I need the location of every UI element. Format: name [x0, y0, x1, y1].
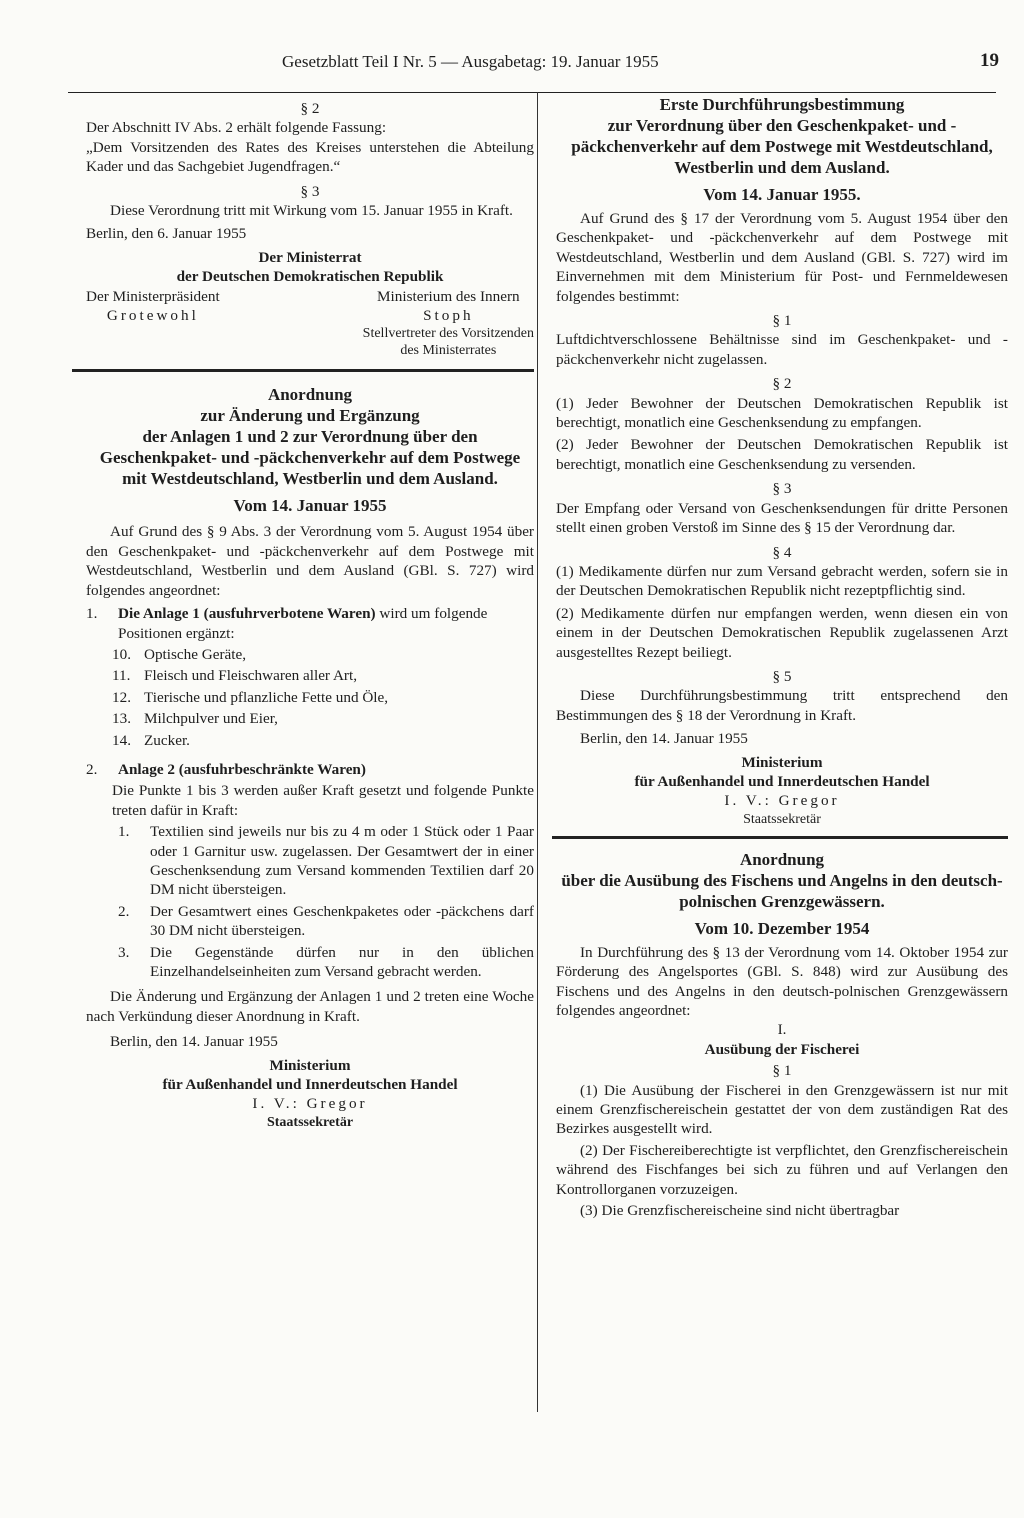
signature-role: Der Ministerpräsident [86, 287, 220, 305]
item-bold-label: Die Anlage 1 (ausfuhrverbotene Waren) [118, 605, 376, 623]
list-item [112, 731, 534, 750]
item-text: wird um folgende Positionen ergänzt: [118, 605, 488, 642]
item-number: 10. [112, 645, 131, 663]
section-text: Der Empfang oder Versand von Geschenksendungen für dritte Personen stellt einen groben Verstoß im Sinne des § 15 der Verordnung dar. [556, 499, 1008, 537]
closing-text: Die Änderung und Ergänzung der Anlagen 1 und 2 treten eine Woche nach Verkündung dieser Anordnung in Kraft. [86, 988, 534, 1025]
section-text: Der Abschnitt IV Abs. 2 erhält folgende Fassung: [86, 119, 387, 137]
item-text: Optische Geräte, [144, 645, 247, 663]
signatory-role: Staatssekretär [743, 811, 821, 827]
item-number: 1. [118, 823, 130, 841]
signature-role: Stellvertreter des Vorsitzenden [362, 326, 534, 342]
regulation-date: Vom 14. Januar 1955. [703, 185, 861, 204]
page-header-title: Gesetzblatt Teil I Nr. 5 — Ausgabetag: 19. Januar 1955 [282, 52, 659, 71]
place-date: Berlin, den 6. Januar 1955 [86, 225, 247, 243]
section-text: Luftdichtverschlossene Behältnisse sind im Geschenkpaket- und -päckchenverkehr nicht zugelassen. [556, 331, 1008, 368]
part-number: I. [777, 1021, 787, 1039]
regulation-title: Erste Durchführungsbestimmung [659, 95, 905, 114]
list-item [112, 645, 534, 664]
section-heading: § 3 [300, 182, 320, 200]
signature-ministry: Ministerium des Innern [377, 287, 520, 305]
signature-name: Stoph [423, 307, 474, 325]
section-heading: § 3 [772, 480, 792, 498]
signature-name: Grotewohl [106, 307, 199, 325]
section-heading: § 4 [772, 543, 792, 561]
anordnung-subtitle: zur Änderung und Ergänzung [200, 406, 420, 426]
regulation-intro: Auf Grund des § 17 der Verordnung vom 5. August 1954 über den Geschenkpaket- und -päckchenverkehr auf dem Postwege mit Westdeutschland, Westberlin und dem Ausland (GBl. S. 727) wird im Einvernehmen mit dem Ministerium für Post- und Fernmeldewesen folgendes bestimmt: [556, 210, 1008, 305]
signature-role-line2: des Ministerrates [400, 343, 497, 359]
part-title: Ausübung der Fischerei [704, 1040, 860, 1058]
anordnung-title: Anordnung [739, 849, 825, 869]
signature-left [86, 287, 220, 360]
list-item [118, 822, 534, 900]
list-item [112, 688, 534, 707]
item-bold-label: Anlage 2 (ausfuhrbeschränkte Waren) [118, 760, 366, 778]
ministry-name-line2: für Außenhandel und Innerdeutschen Handel [634, 772, 930, 790]
council-name: Der Ministerrat [258, 248, 362, 266]
section-rule [552, 836, 1008, 839]
list-item [86, 604, 534, 643]
ministry-name: Ministerium [741, 753, 823, 771]
place-date: Berlin, den 14. Januar 1955 [580, 730, 748, 748]
sublist-positions [112, 645, 534, 750]
section-paragraph: (2) Jeder Bewohner der Deutschen Demokratischen Republik ist berechtigt, monatlich eine Geschenksendung zu versenden. [556, 436, 1008, 473]
header-rule [68, 92, 996, 93]
section-paragraph: (2) Der Fischereiberechtigte ist verpflichtet, den Grenzfischereischein während des Fischfanges bei sich zu führen und auf Verlangen den Kontrollorganen vorzuzeigen. [556, 1141, 1008, 1198]
section-text: Diese Durchführungsbestimmung tritt entsprechend den Bestimmungen des § 18 der Verordnung in Kraft. [556, 687, 1008, 724]
section-heading: § 5 [772, 667, 792, 685]
list-item [112, 666, 534, 685]
signature-block [86, 287, 534, 360]
item-text: Tierische und pflanzliche Fette und Öle, [144, 688, 389, 706]
section-rule [72, 369, 534, 372]
item-text: Fleisch und Fleischwaren aller Art, [144, 667, 357, 685]
list-item [118, 902, 534, 941]
page-number: 19 [980, 50, 999, 71]
quoted-text: „Dem Vorsitzenden des Rates des Kreises unterstehen die Abteilung Kader und das Sachgebiet Jugendfragen.“ [86, 138, 534, 176]
item-number: 14. [112, 731, 131, 749]
item-text: Milchpulver und Eier, [144, 710, 278, 728]
item-number: 2. [86, 760, 98, 778]
place-date: Berlin, den 14. Januar 1955 [110, 1033, 278, 1051]
anordnung-date: Vom 14. Januar 1955 [233, 496, 387, 516]
section-heading: § 2 [300, 100, 320, 117]
ministry-name: Ministerium [269, 1056, 351, 1074]
item-text: Die Gegenstände dürfen nur in den üblichen Einzelhandelseinheiten zum Versand gebracht werden. [150, 943, 534, 980]
section-heading: § 1 [772, 1062, 792, 1080]
list-item [118, 943, 534, 982]
section-heading: § 1 [772, 312, 792, 330]
section-heading: § 2 [772, 375, 792, 393]
anordnung-title: Anordnung [267, 385, 353, 405]
ministry-name-line2: für Außenhandel und Innerdeutschen Handel [162, 1076, 458, 1094]
section-paragraph: (2) Medikamente dürfen nur empfangen werden, wenn diesen ein von einem in der Deutschen Demokratischen Republik zugelassenen Arzt ausgestelltes Rezept beiliegt. [556, 604, 1008, 661]
anordnung-intro: Auf Grund des § 9 Abs. 3 der Verordnung vom 5. August 1954 über den Geschenkpaket- und -päckchenverkehr auf dem Postwege mit Westdeutschland, Westberlin und dem Ausland (GBl. S. 727) wird folgendes angeordnet: [86, 523, 534, 599]
column-divider [537, 92, 538, 1412]
item-text: Die Punkte 1 bis 3 werden außer Kraft gesetzt und folgende Punkte treten dafür in Kraft: [112, 782, 534, 819]
anordnung-date: Vom 10. Dezember 1954 [694, 918, 870, 938]
item-text: Zucker. [144, 731, 190, 749]
left-column [86, 94, 534, 1131]
item-number: 3. [118, 943, 130, 961]
item-number: 2. [118, 902, 130, 920]
item-number: 13. [112, 710, 131, 728]
council-name-line2: der Deutschen Demokratischen Republik [176, 268, 444, 286]
signature-right [363, 287, 534, 360]
anordnung-subject: über die Ausübung des Fischens und Angelns in den deutsch-polnischen Grenzgewässern. [561, 870, 1003, 911]
sublist-points [118, 822, 534, 981]
list-item [112, 709, 534, 728]
section-paragraph: (1) Medikamente dürfen nur zum Versand gebracht werden, sofern sie in der Deutschen Demokratischen Republik nicht rezeptpflichtig sind. [556, 562, 1008, 600]
list-item [86, 760, 534, 779]
signatory: I. V.: Gregor [724, 792, 840, 810]
signatory: I. V.: Gregor [252, 1095, 368, 1113]
signatory-role: Staatssekretär [266, 1114, 354, 1130]
section-paragraph: (3) Die Grenzfischereischeine sind nicht übertragbar [580, 1202, 900, 1220]
item-text: Der Gesamtwert eines Geschenkpaketes oder -päckchens darf 30 DM nicht übersteigen. [150, 902, 534, 940]
section-paragraph: (1) Jeder Bewohner der Deutschen Demokratischen Republik ist berechtigt, monatlich eine Geschenksendung zu empfangen. [556, 394, 1008, 432]
regulation-subject: zur Verordnung über den Geschenkpaket- und -päckchenverkehr auf dem Postwege mit Westdeutschland, Westberlin und dem Ausland. [571, 116, 993, 177]
item-number: 12. [112, 688, 131, 706]
section-paragraph: (1) Die Ausübung der Fischerei in den Grenzgewässern ist nur mit einem Grenzfischereischein gestattet der von dem zuständigen Rat des Bezirkes ausgestellt wird. [556, 1081, 1008, 1138]
item-number: 1. [86, 605, 98, 623]
anordnung-intro: In Durchführung des § 13 der Verordnung vom 14. Oktober 1954 zur Förderung des Angelsportes (GBl. S. 848) wird zur Ausübung des Fischens und des Angelns in den deutsch-polnischen Grenzgewässern folgendes angeordnet: [556, 943, 1008, 1019]
right-column [556, 94, 1008, 1220]
section-text: Diese Verordnung tritt mit Wirkung vom 15. Januar 1955 in Kraft. [110, 202, 513, 220]
anordnung-subject: der Anlagen 1 und 2 zur Verordnung über den Geschenkpaket- und -päckchenverkehr auf dem Postwege mit Westdeutschland, Westberlin und dem Ausland. [99, 427, 521, 489]
item-text: Textilien sind jeweils nur bis zu 4 m oder 1 Stück oder 1 Paar oder 1 Garnitur usw. zugelassen. Der Gesamtwert der in einer Geschenksendung zum Versand kommenden Textilien darf 20 DM nicht übersteigen. [150, 823, 534, 899]
item-number: 11. [112, 667, 131, 685]
